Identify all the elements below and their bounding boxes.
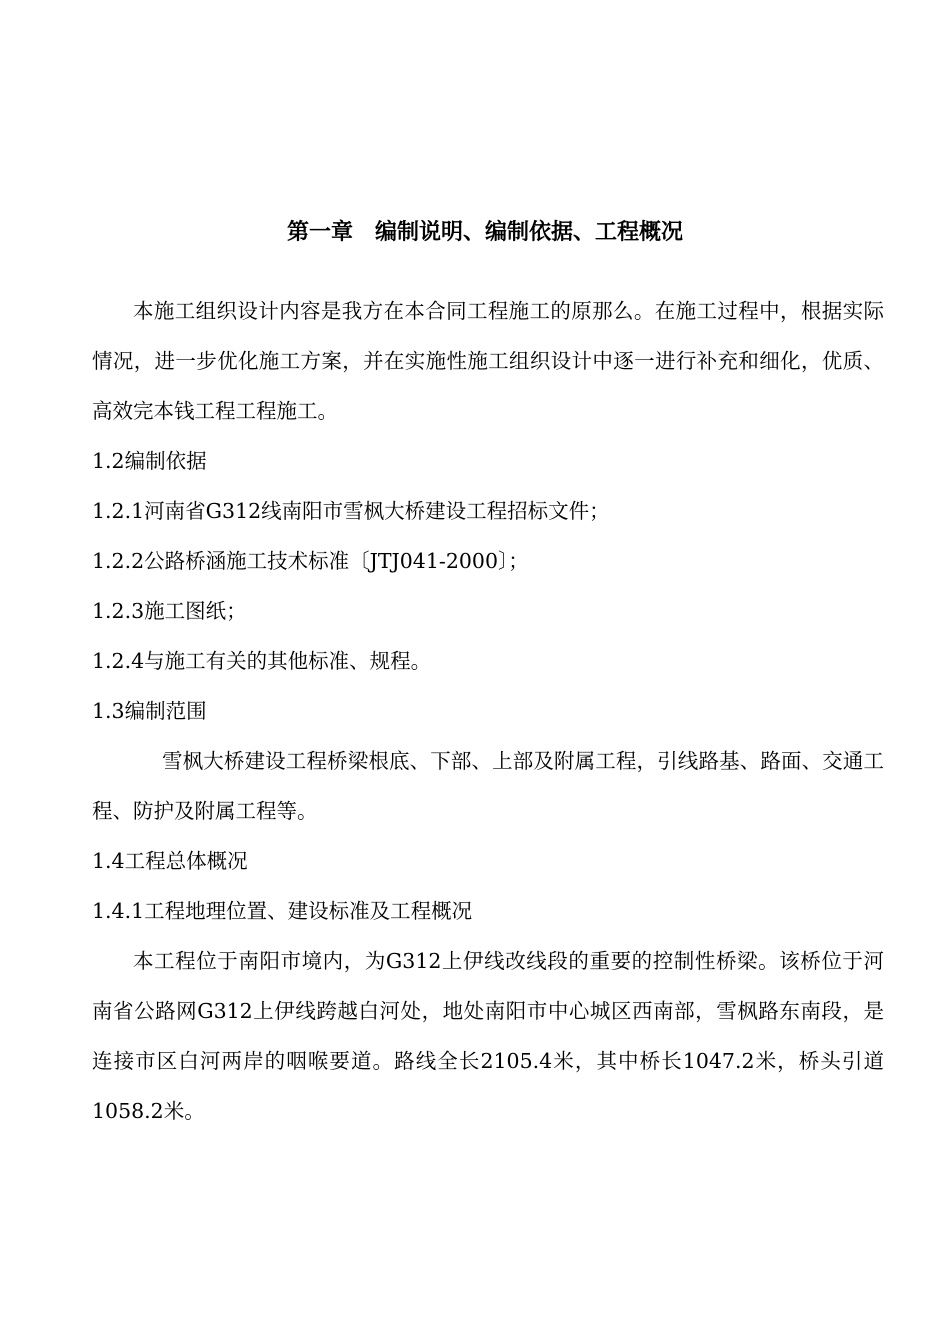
section-heading-1-4: 1.4工程总体概况: [92, 849, 248, 873]
section-heading-1-2: 1.2编制依据: [92, 449, 207, 473]
section-heading-1-3: 1.3编制范围: [92, 699, 207, 723]
scope-paragraph: 雪枫大桥建设工程桥梁根底、下部、上部及附属工程，引线路基、路面、交通工程、防护及附属工程等。: [92, 749, 884, 823]
location-paragraph: 本工程位于南阳市境内，为G312上伊线改线段的重要的控制性桥梁。该桥位于河南省公路网G312上伊线跨越白河处，地处南阳市中心城区西南部，雪枫路东南段，是连接市区白河两岸的咽喉要道。路线全长2105.4米，其中桥长1047.2米，桥头引道1058.2米。: [92, 949, 884, 1123]
section-heading-1-4-1: 1.4.1工程地理位置、建设标准及工程概况: [92, 899, 473, 923]
list-item-1-2-4: 1.2.4与施工有关的其他标准、规程。: [92, 649, 432, 673]
list-item-1-2-2: 1.2.2公路桥涵施工技术标准〔JTJ041-2000〕；: [92, 549, 529, 573]
document-body: [92, 286, 884, 1136]
list-item-1-2-1: 1.2.1河南省G312线南阳市雪枫大桥建设工程招标文件；: [92, 499, 610, 523]
chapter-title: 第一章 编制说明、编制依据、工程概况: [286, 220, 683, 245]
intro-paragraph: 本施工组织设计内容是我方在本合同工程施工的原那么。在施工过程中，根据实际情况，进一步优化施工方案，并在实施性施工组织设计中逐一进行补充和细化，优质、高效完本钱工程工程施工。: [92, 299, 884, 423]
list-item-1-2-3: 1.2.3施工图纸；: [92, 599, 247, 623]
